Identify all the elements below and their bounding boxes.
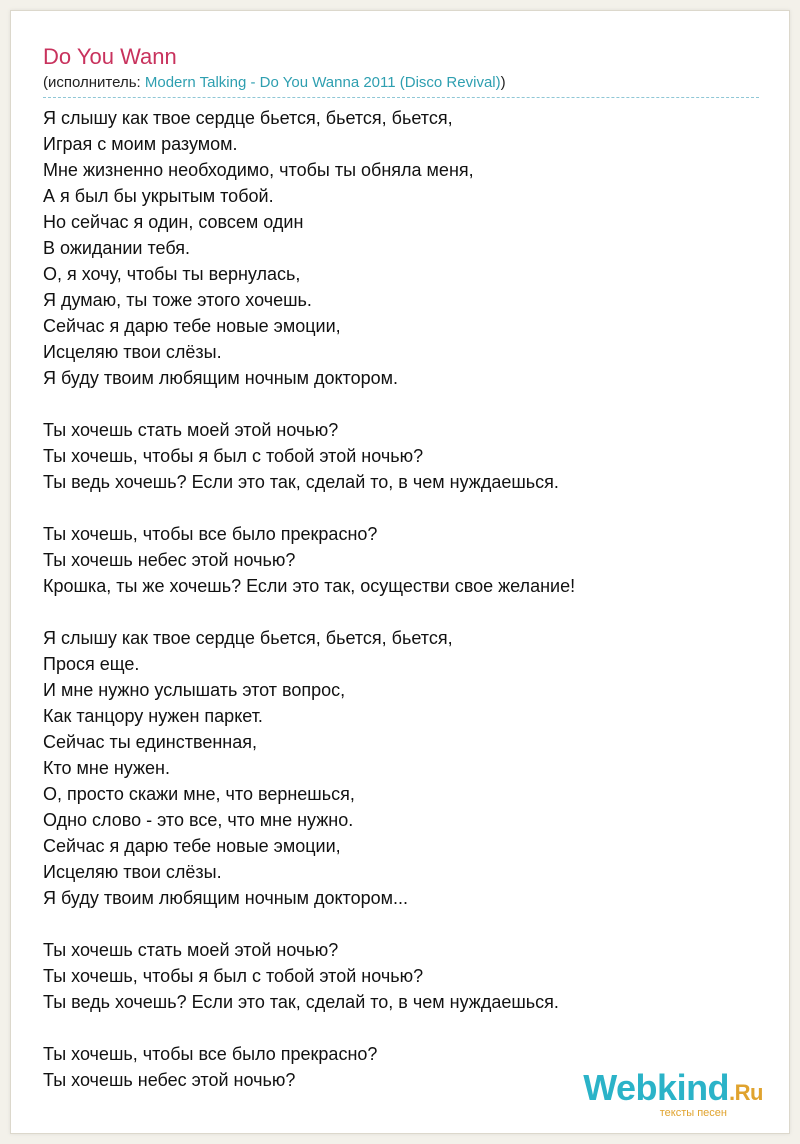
lyric-line: Ты хочешь, чтобы я был с тобой этой ночью? — [43, 966, 424, 986]
lyric-line — [43, 391, 763, 417]
lyric-line — [43, 1015, 763, 1041]
lyric-line: Ты ведь хочешь? Если это так, сделай то, в чем нуждаешься. — [43, 992, 559, 1012]
lyric-line: Ты хочешь небес этой ночью? — [43, 550, 296, 570]
lyric-line: Я слышу как твое сердце бьется, бьется, бьется, — [43, 108, 453, 128]
lyric-line: Прося еще. — [43, 654, 140, 674]
lyric-line: Мне жизненно необходимо, чтобы ты обняла меня, — [43, 160, 474, 180]
logo-tagline: тексты песен — [659, 1107, 727, 1119]
lyric-line: О, я хочу, чтобы ты вернулась, — [43, 264, 301, 284]
logo-tld: .Ru — [729, 1080, 763, 1105]
lyric-line: Исцеляю твои слёзы. — [43, 342, 222, 362]
lyric-line: Как танцору нужен паркет. — [43, 706, 263, 726]
artist-link[interactable]: Modern Talking - Do You Wanna 2011 (Disco Revival) — [144, 74, 501, 91]
lyric-line: Я слышу как твое сердце бьется, бьется, бьется, — [43, 628, 453, 648]
song-title: Do You Wann — [43, 44, 177, 69]
lyric-line: Я буду твоим любящим ночным доктором. — [43, 368, 398, 388]
lyric-line: Я думаю, ты тоже этого хочешь. — [43, 290, 312, 310]
artist-prefix: (исполнитель: — [43, 74, 145, 91]
lyric-line — [43, 911, 763, 937]
lyrics-card — [10, 10, 790, 1134]
artist-line — [43, 73, 506, 93]
lyric-line: Одно слово - это все, что мне нужно. — [43, 810, 354, 830]
lyric-line: Сейчас я дарю тебе новые эмоции, — [43, 836, 341, 856]
lyric-line: Кто мне нужен. — [43, 758, 171, 778]
lyric-line: Ты хочешь, чтобы я был с тобой этой ночью? — [43, 446, 424, 466]
logo-main-text: Webkind — [583, 1067, 730, 1108]
lyric-line: Ты хочешь стать моей этой ночью? — [43, 420, 339, 440]
lyrics-text — [43, 105, 763, 1093]
lyric-line: Сейчас я дарю тебе новые эмоции, — [43, 316, 341, 336]
lyric-line: Ты хочешь небес этой ночью? — [43, 1070, 296, 1090]
lyric-line: Ты хочешь, чтобы все было прекрасно? — [43, 1044, 378, 1064]
artist-suffix: ) — [500, 74, 506, 91]
site-logo[interactable] — [583, 1069, 763, 1119]
lyric-line: Ты хочешь, чтобы все было прекрасно? — [43, 524, 378, 544]
lyric-line: А я был бы укрытым тобой. — [43, 186, 274, 206]
lyric-line: Крошка, ты же хочешь? Если это так, осуществи свое желание! — [43, 576, 576, 596]
lyric-line: И мне нужно услышать этот вопрос, — [43, 680, 346, 700]
header-divider — [43, 97, 759, 98]
lyric-line: В ожидании тебя. — [43, 238, 190, 258]
lyric-line — [43, 599, 763, 625]
lyric-line: Играя с моим разумом. — [43, 134, 238, 154]
lyric-line: Но сейчас я один, совсем один — [43, 212, 304, 232]
lyric-line: О, просто скажи мне, что вернешься, — [43, 784, 355, 804]
lyric-line: Ты хочешь стать моей этой ночью? — [43, 940, 339, 960]
lyric-line — [43, 495, 763, 521]
logo-wordmark — [583, 1069, 763, 1112]
lyric-line: Исцеляю твои слёзы. — [43, 862, 222, 882]
lyric-line: Я буду твоим любящим ночным доктором... — [43, 888, 409, 908]
lyric-line: Ты ведь хочешь? Если это так, сделай то, в чем нуждаешься. — [43, 472, 559, 492]
lyric-line: Сейчас ты единственная, — [43, 732, 258, 752]
